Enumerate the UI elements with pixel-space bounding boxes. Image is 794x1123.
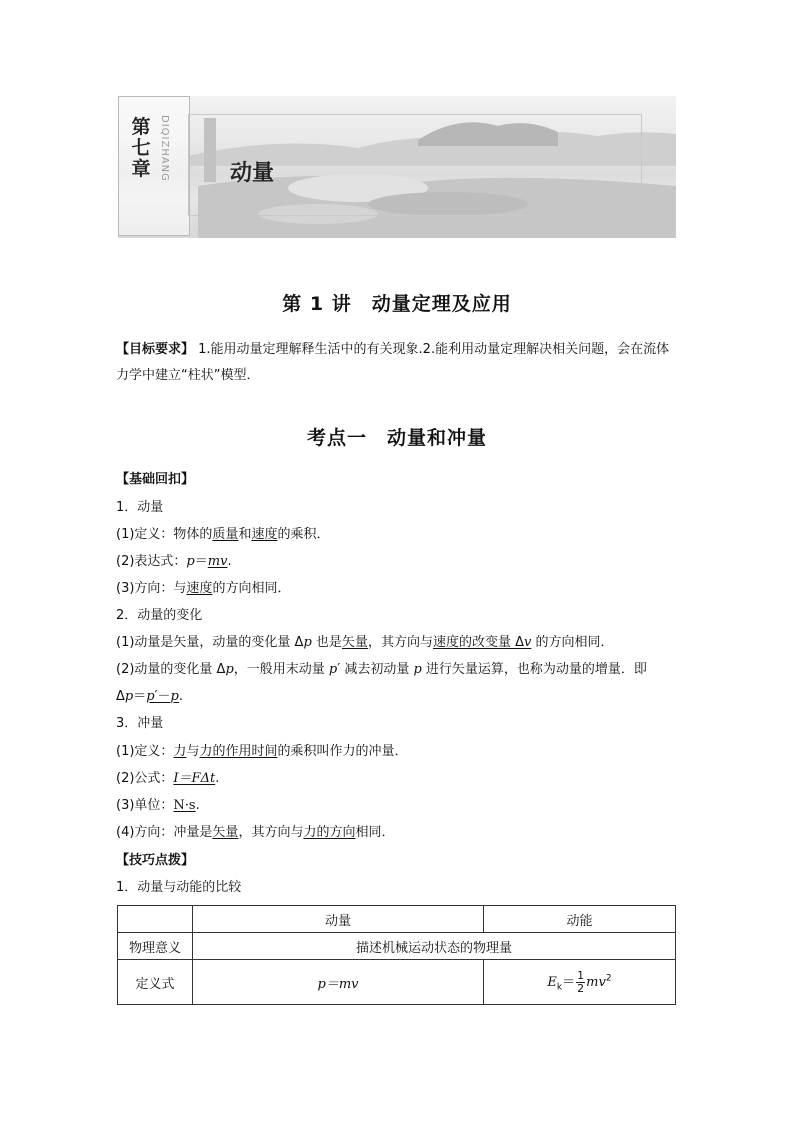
lecture-title: 第 1 讲 动量定理及应用 xyxy=(282,293,512,315)
table-cell-momentum-formula: p＝mv xyxy=(193,960,484,1005)
chapter-number-box xyxy=(118,96,190,236)
banner-accent-bar xyxy=(204,118,216,182)
tips-heading: 【技巧点拨】 xyxy=(116,853,195,868)
section-title: 考点一 动量和冲量 xyxy=(306,427,487,449)
fraction-one-half: $\frac{1}{2}$ xyxy=(577,968,585,995)
impulse-direction: (4)方向：冲量是矢量，其方向与力的方向相同． xyxy=(116,825,395,840)
table-row xyxy=(118,906,676,933)
basics-item-1-title: 1．动量 xyxy=(116,500,164,515)
goal-paragraph xyxy=(116,337,678,389)
momentum-definition: (1)定义：物体的质量和速度的乘积． xyxy=(116,527,330,542)
table-corner-cell xyxy=(118,906,193,933)
momentum-expression: (2)表达式：p＝mv. xyxy=(116,554,232,569)
chapter-pinyin: DIQIZHANG xyxy=(159,115,170,182)
momentum-kinetic-energy-table xyxy=(117,905,676,1005)
basics-item-3-title: 3．冲量 xyxy=(116,716,164,731)
basics-item-2-title: 2．动量的变化 xyxy=(116,608,203,623)
basics-heading: 【基础回扣】 xyxy=(116,472,195,487)
table-header-kinetic-energy: 动能 xyxy=(484,906,676,933)
tips-item-1: 1．动量与动能的比较 xyxy=(116,880,242,895)
table-header-momentum: 动量 xyxy=(193,906,484,933)
momentum-change-formula: Δp＝p′－p. xyxy=(116,689,183,704)
goal-label: 【目标要求】 xyxy=(116,342,195,357)
table-row-label: 物理意义 xyxy=(118,933,193,960)
table-cell-physical-meaning: 描述机械运动状态的物理量 xyxy=(193,933,676,960)
table-row xyxy=(118,933,676,960)
table-cell-kinetic-formula: $E_k=$ $\frac{1}{2}$ $mv^2$ xyxy=(484,960,676,1005)
impulse-unit: (3)单位：N·s. xyxy=(116,798,200,813)
chapter-number: 第 七 章 xyxy=(131,116,151,180)
goal-text: 1.能用动量定理解释生活中的有关现象.2.能利用动量定理解决相关问题，会在流体力学中建立“柱状”模型． xyxy=(116,342,670,383)
momentum-change-calc: (2)动量的变化量 Δp，一般用末动量 p′ 减去初动量 p 进行矢量运算，也称为动量的增量．即 xyxy=(116,662,647,677)
table-row xyxy=(118,960,676,1005)
impulse-definition: (1)定义：力与力的作用时间的乘积叫作力的冲量． xyxy=(116,744,408,759)
chapter-title: 动量 xyxy=(230,161,275,186)
table-row-label: 定义式 xyxy=(118,960,193,1005)
momentum-direction: (3)方向：与速度的方向相同． xyxy=(116,581,291,596)
momentum-change-vector: (1)动量是矢量，动量的变化量 Δp 也是矢量，其方向与速度的改变量 Δv 的方向相同． xyxy=(116,635,614,650)
impulse-formula: (2)公式：I＝FΔt. xyxy=(116,771,220,786)
chapter-banner xyxy=(118,96,676,238)
